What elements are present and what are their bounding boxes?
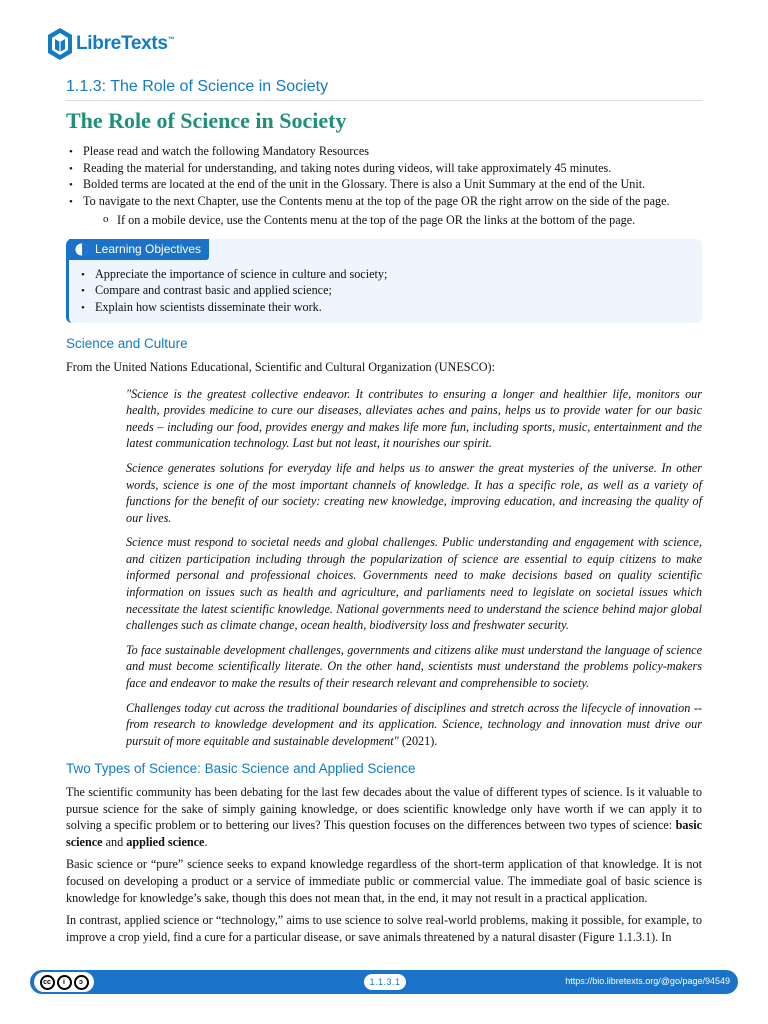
list-item: • Reading the material for understanding, and taking notes during videos, will take approximately 45 minutes.: [66, 160, 702, 177]
unesco-quote: [126, 386, 702, 750]
quote-paragraph: Science must respond to societal needs and global challenges. Public understanding and engagement with science, and citizen participation including through the popularization of science are essential to equip citizens to make informed personal and professional choices. Governments need to make decisions based on quality scientific information on issues such as health and agriculture, and parliaments need to legislate on societal issues which necessitate the latest scientific knowledge. National governments need to understand the science behind major global challenges such as climate change, ocean health, biodiversity loss and freshwater security.: [126, 535, 702, 633]
list-item: • Please read and watch the following Mandatory Resources: [66, 143, 702, 160]
cc-license-badge[interactable]: [34, 972, 94, 992]
list-item: • Appreciate the importance of science in culture and society;: [78, 266, 702, 283]
share-alike-icon: ↄ: [74, 975, 89, 990]
quote-paragraph: Science generates solutions for everyday life and helps us to answer the great mysteries of the universe. In other words, science is one of the most important channels of knowledge. It has a specific role, as well as a variety of functions for the benefit of our society: creating new knowledge, improving education, and increasing the quality of our lives.: [126, 460, 702, 525]
term-basic-science: basic science: [66, 818, 702, 849]
intro-sub-list: [83, 212, 702, 229]
page-url-link[interactable]: https://bio.libretexts.org/@go/page/94549: [565, 976, 730, 986]
objectives-list: [69, 266, 702, 316]
objectives-icon: [75, 243, 88, 256]
learning-objectives-header: [69, 239, 209, 260]
page-number: 1.1.3.1: [364, 974, 406, 990]
attribution-icon: i: [57, 975, 72, 990]
list-item: • Bolded terms are located at the end of the unit in the Glossary. There is also a Unit Summary at the end of the Unit.: [66, 176, 702, 193]
list-item-text: To navigate to the next Chapter, use the Contents menu at the top of the page OR the right arrow on the side of the page.: [83, 193, 670, 208]
page-heading: 1.1.3: The Role of Science in Society: [66, 78, 702, 101]
paragraph: The scientific community has been debating for the last few decades about the value of different types of science. Is it valuable to pursue science for the sake of simply gaining knowledge, or does scientific knowledge only have worth if we can apply it to solving a specific problem or to bettering our lives? This question focuses on the differences between two types of science: basic science and applied science.: [66, 785, 702, 849]
paragraph: Basic science or “pure” science seeks to expand knowledge regardless of the short-term application of that knowledge. It is not focused on developing a product or a service of immediate public or commercial value. The immediate goal of basic science is knowledge for knowledge’s sake, though this does not mean that, in the end, it may not result in a practical application.: [66, 857, 702, 905]
libretexts-wordmark: LibreTexts™: [76, 33, 175, 54]
learning-objectives-title: Learning Objectives: [95, 242, 202, 257]
list-item: • Compare and contrast basic and applied science;: [78, 282, 702, 299]
learning-objectives-box: [66, 239, 702, 323]
page-footer: [30, 970, 738, 994]
cc-icon: cc: [40, 975, 55, 990]
section-heading-science-culture: Science and Culture: [66, 336, 188, 352]
libretexts-logo[interactable]: [46, 27, 174, 61]
list-item: • Explain how scientists disseminate their work.: [78, 299, 702, 316]
quote-citation: (2021).: [398, 733, 438, 748]
paragraph: From the United Nations Educational, Scientific and Cultural Organization (UNESCO):: [66, 359, 495, 374]
quote-paragraph: [126, 700, 702, 750]
quote-paragraph: To face sustainable development challenges, governments and citizens alike must understand the language of science and must become scientifically literate. On the other hand, scientists must understand the problems policy-makers face and endeavor to make the results of their research relevant and comprehensible to society.: [126, 642, 702, 691]
sub-list-item: o If on a mobile device, use the Contents menu at the top of the page OR the links at the bottom of the page.: [83, 212, 702, 229]
list-item: [66, 193, 702, 229]
section-heading-two-types: Two Types of Science: Basic Science and Applied Science: [66, 761, 416, 777]
intro-list: [66, 143, 702, 229]
quote-paragraph: "Science is the greatest collective endeavor. It contributes to ensuring a longer and healthier life, monitors our health, provides medicine to cure our diseases, alleviates aches and pains, helps us to provide water for our basic needs – including our food, provides energy and makes life more fun, including sports, music, entertainment and the latest communication technology. Last but not least, it nourishes our spirit.: [126, 386, 702, 451]
term-applied-science: applied science: [126, 834, 205, 849]
libretexts-logo-icon: [46, 27, 74, 61]
quote-text: Challenges today cut across the traditional boundaries of disciplines and stretch across the lifecycle of innovation -- from research to knowledge development and its application. Science, technology and innovation must drive our pursuit of more equitable and sustainable development": [126, 700, 702, 748]
page-content: [66, 143, 702, 951]
paragraph: In contrast, applied science or “technology,” aims to use science to solve real-world problems, making it possible, for example, to improve a crop yield, find a cure for a particular disease, or save animals threatened by a natural disaster (Figure 1.1.3.1). In: [66, 913, 702, 944]
page-title: The Role of Science in Society: [66, 108, 347, 133]
